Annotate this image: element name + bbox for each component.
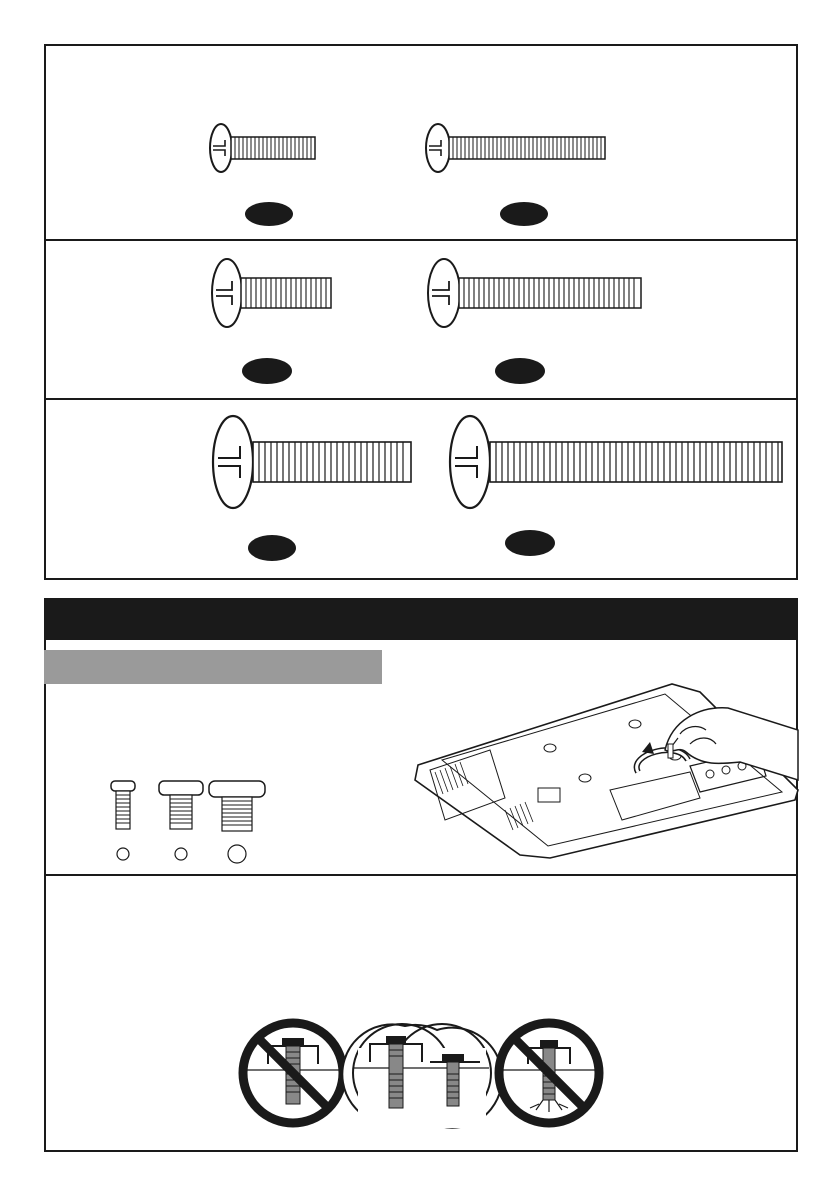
part-label-badge: [500, 202, 548, 226]
screw-a-short-illustration: [205, 122, 320, 174]
step-divider: [46, 874, 796, 876]
warning-incorrect-long-illustration: [494, 1018, 604, 1128]
part-label-badge: [248, 535, 296, 561]
screw-b-short-illustration: [205, 256, 335, 330]
tv-back-illustration: [410, 680, 798, 860]
step-subheader-band: [44, 650, 382, 684]
screw-c-short-illustration: [205, 412, 417, 512]
warning-incorrect-short-illustration: [238, 1018, 348, 1128]
part-label-badge: [495, 358, 545, 384]
part-label-badge: [245, 202, 293, 226]
screw-a-long-illustration: [420, 122, 610, 174]
step-header-band: [44, 598, 798, 640]
screw-size-reference: [100, 776, 280, 866]
row-divider: [46, 239, 796, 241]
row-divider: [46, 398, 796, 400]
part-label-badge: [505, 530, 555, 556]
warning-correct-fit-illustration: [350, 1018, 492, 1128]
screw-c-long-illustration: [440, 412, 788, 512]
part-label-badge: [242, 358, 292, 384]
screw-b-long-illustration: [420, 256, 645, 330]
